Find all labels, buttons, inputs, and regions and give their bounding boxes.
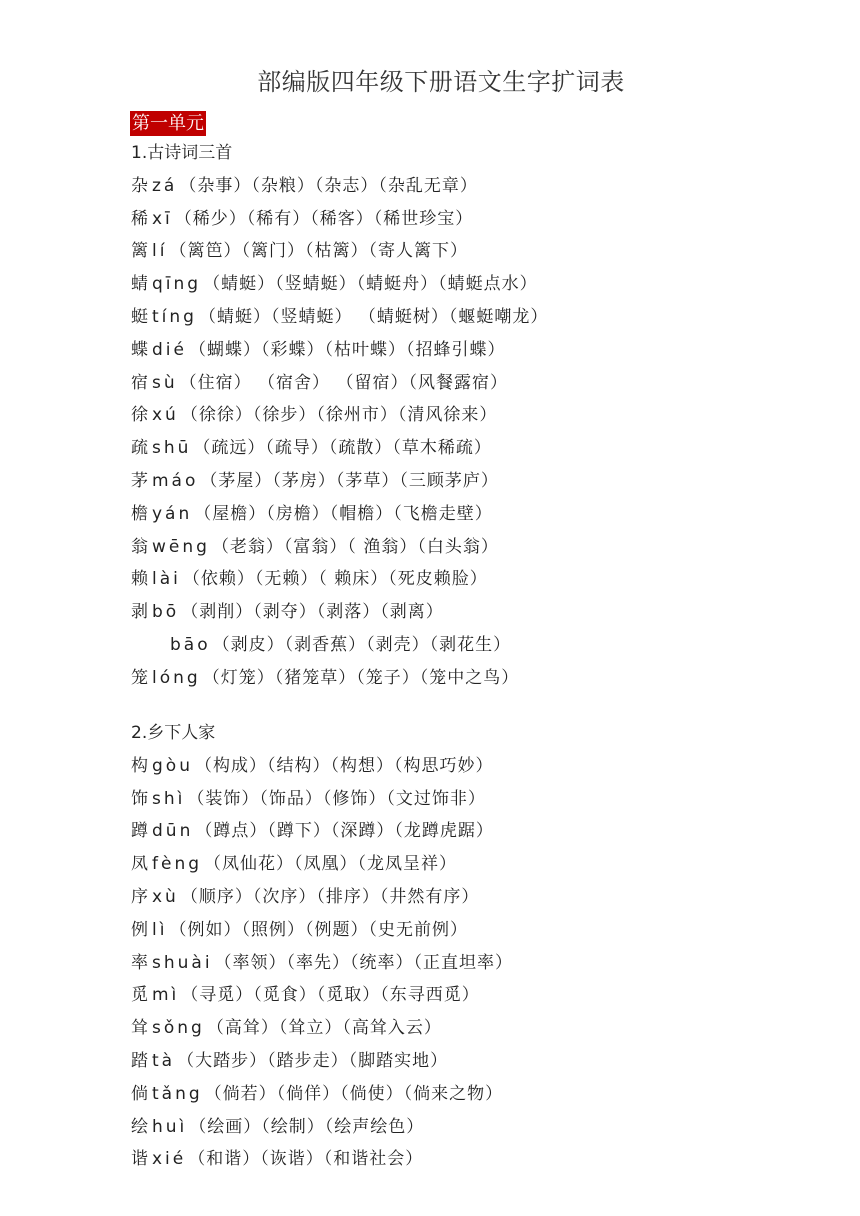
vocabulary-entry [131,1049,448,1073]
entry-words: （住宿） （宿舍） （留宿）（风餐露宿） [179,373,508,393]
entry-character: 蝶 [131,340,148,360]
vocabulary-entry [131,305,548,329]
vocabulary-entry [131,852,457,876]
entry-pinyin: dūn [152,821,194,841]
entry-words: （构成）（结构）（构想）（构思巧妙） [194,756,494,776]
entry-character: 绘 [131,1117,148,1137]
entry-pinyin: fèng [152,854,203,874]
vocabulary-entry [131,1147,423,1171]
entry-words: （大踏步）（踏步走）（脚踏实地） [177,1051,449,1071]
entry-character: 篱 [131,241,148,261]
vocabulary-entry [131,666,519,690]
entry-pinyin: zá [152,176,178,196]
entry-words: （凤仙花）（凤凰）（龙凤呈祥） [204,854,458,874]
entry-pinyin: wēng [152,537,210,557]
entry-pinyin: qīng [152,274,202,294]
entry-pinyin: yán [152,504,193,524]
entry-words: （疏远）（疏导）（疏散）（草木稀疏） [193,438,492,458]
lesson-title: 2.乡下人家 [131,723,216,743]
entry-words: （蝴蝶）（彩蝶）（枯叶蝶）（招蜂引蝶） [188,340,506,360]
entry-words: （剥皮）（剥香蕉）（剥壳）（剥花生） [212,635,512,655]
entry-pinyin: lài [152,569,181,589]
vocabulary-entry [131,436,492,460]
entry-words: （寻觅）（觅食）（觅取）（东寻西觅） [181,985,480,1005]
entry-pinyin: xú [152,405,179,425]
entry-words: （灯笼）（猪笼草）（笼子）（笼中之鸟） [202,668,520,688]
vocabulary-entry [131,371,508,395]
entry-words: （绘画）（绘制）（绘声绘色） [189,1117,425,1137]
vocabulary-entry [131,1016,442,1040]
entry-character: 徐 [131,405,148,425]
vocabulary-entry [131,272,538,296]
vocabulary-entry [131,174,478,198]
entry-pinyin: mì [152,985,180,1005]
entry-words: （屋檐）（房檐）（帽檐）（飞檐走壁） [194,504,493,524]
entry-pinyin: shì [152,789,186,809]
vocabulary-entry [170,633,511,657]
lesson-title: 1.古诗词三首 [131,143,233,163]
entry-character: 耸 [131,1018,148,1038]
entry-pinyin: xié [152,1149,187,1169]
entry-pinyin: sù [152,373,178,393]
entry-pinyin: dié [152,340,187,360]
entry-character: 宿 [131,373,148,393]
entry-words: （倘若）（倘佯）（倘使）（倘来之物） [204,1084,504,1104]
entry-words: （依赖）（无赖）（ 赖床）（死皮赖脸） [182,569,488,589]
entry-character: 蜻 [131,274,148,294]
entry-pinyin: sǒng [152,1018,205,1038]
entry-words: （茅屋）（茅房）（茅草）（三顾茅庐） [200,471,499,491]
entry-pinyin: huì [152,1117,188,1137]
vocabulary-entry [131,951,513,975]
entry-words: （篱笆）（篱门）（枯篱）（寄人篱下） [169,241,468,261]
entry-character: 蹲 [131,821,148,841]
entry-words: （稀少）（稀有）（稀客）（稀世珍宝） [174,209,474,229]
entry-character: 蜓 [131,307,148,327]
entry-pinyin: shū [152,438,192,458]
vocabulary-entry [131,787,486,811]
entry-pinyin: shuài [152,953,213,973]
entry-character: 赖 [131,569,148,589]
entry-pinyin: xù [152,887,179,907]
unit-heading: 第一单元 [132,113,204,134]
vocabulary-entry [131,885,479,909]
entry-character: 构 [131,756,148,776]
entry-character: 笼 [131,668,148,688]
entry-words: （和谐）（诙谐）（和谐社会） [188,1149,424,1169]
entry-words: （高耸）（耸立）（高耸入云） [206,1018,442,1038]
vocabulary-entry [131,338,505,362]
entry-character: 例 [131,920,148,940]
entry-pinyin: gòu [152,756,193,776]
entry-character: 踏 [131,1051,148,1071]
vocabulary-entry [131,567,488,591]
entry-words: （例如）（照例）（例题）（史无前例） [169,920,468,940]
entry-words: （杂事）（杂粮）（杂志）（杂乱无章） [179,176,478,196]
entry-character: 觅 [131,985,148,1005]
entry-words: （蜻蜓）（竖蜻蜓） （蜻蜓树）（蝘蜓嘲龙） [198,307,549,327]
entry-character: 谐 [131,1149,148,1169]
vocabulary-entry [131,983,480,1007]
entry-pinyin: tǎng [152,1084,203,1104]
entry-words: （剥削）（剥夺）（剥落）（剥离） [181,602,444,622]
document-title: 部编版四年级下册语文生字扩词表 [257,68,625,96]
entry-words: （蹲点）（蹲下）（深蹲）（龙蹲虎踞） [195,821,494,841]
vocabulary-entry [131,819,494,843]
entry-pinyin: bō [152,602,180,622]
entry-character: 倘 [131,1084,148,1104]
entry-pinyin: lì [152,920,168,940]
vocabulary-entry [131,1082,503,1106]
vocabulary-entry [131,600,444,624]
entry-words: （装饰）（饰品）（修饰）（文过饰非） [187,789,486,809]
entry-words: （徐徐）（徐步）（徐州市）（清风徐来） [180,405,498,425]
entry-character: 茅 [131,471,148,491]
entry-words: （蜻蜓）（竖蜻蜓）（蜻蜓舟）（蜻蜓点水） [203,274,538,294]
entry-character: 剥 [131,602,148,622]
vocabulary-entry [131,535,499,559]
entry-pinyin: bāo [170,635,211,655]
entry-character: 率 [131,953,148,973]
entry-character: 檐 [131,504,148,524]
entry-character: 稀 [131,209,148,229]
entry-pinyin: máo [152,471,199,491]
vocabulary-entry [131,502,493,526]
vocabulary-entry [131,918,468,942]
entry-words: （老翁）（富翁）（ 渔翁）（白头翁） [211,537,499,557]
entry-character: 凤 [131,854,148,874]
vocabulary-entry [131,239,468,263]
vocabulary-entry [131,207,473,231]
entry-character: 疏 [131,438,148,458]
entry-words: （率领）（率先）（统率）（正直坦率） [214,953,514,973]
entry-character: 饰 [131,789,148,809]
vocabulary-entry [131,1115,424,1139]
vocabulary-entry [131,403,497,427]
entry-pinyin: tíng [152,307,197,327]
entry-character: 翁 [131,537,148,557]
entry-pinyin: lí [152,241,168,261]
entry-pinyin: lóng [152,668,201,688]
entry-words: （顺序）（次序）（排序）（井然有序） [180,887,480,907]
entry-character: 序 [131,887,148,907]
vocabulary-entry [131,754,493,778]
entry-character: 杂 [131,176,148,196]
vocabulary-entry [131,469,499,493]
entry-pinyin: xī [152,209,173,229]
entry-pinyin: tà [152,1051,176,1071]
